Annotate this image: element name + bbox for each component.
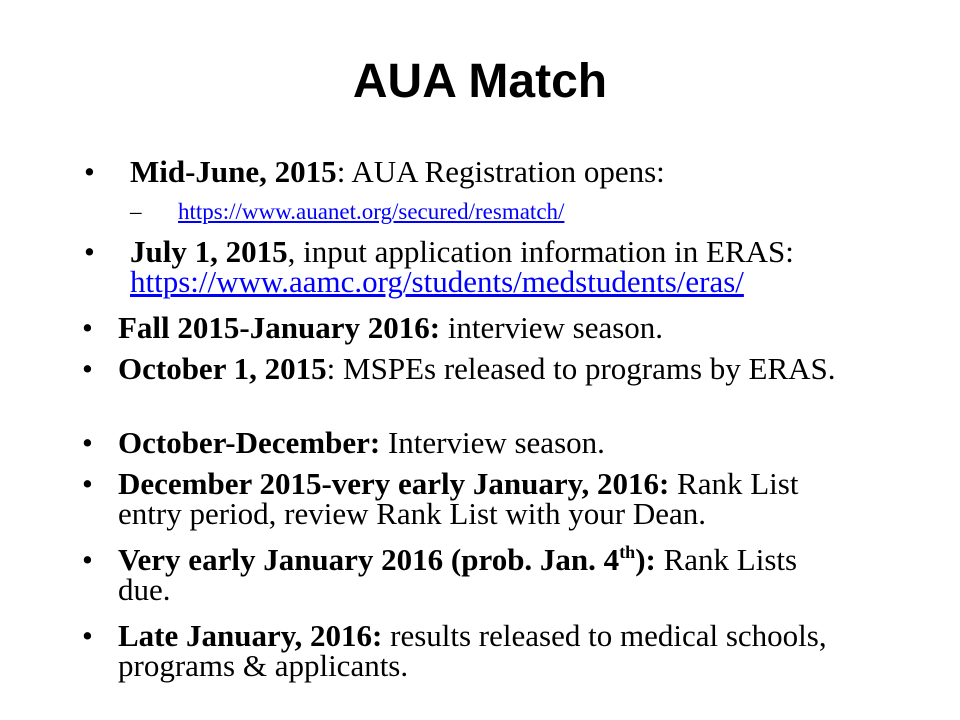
bullet-item-rank-due: [118, 542, 838, 607]
item-date: Fall 2015-January 2016:: [118, 310, 441, 345]
bullet-icon: •: [82, 542, 93, 577]
bullet-icon: •: [82, 310, 93, 345]
item-date: July 1, 2015: [130, 234, 288, 269]
item-text: results released to medical schools, programs & applicants.: [118, 618, 827, 683]
sub-item-link[interactable]: [178, 199, 564, 225]
eras-link[interactable]: https://www.aamc.org/students/medstudents/eras/: [130, 264, 744, 299]
bullet-item-results: [118, 618, 838, 683]
item-date: December 2015-very early January, 2016:: [118, 466, 670, 501]
item-text: Interview season.: [380, 425, 605, 460]
bullet-icon: •: [82, 351, 93, 386]
bullet-icon: •: [84, 234, 95, 269]
sub-bullet-dash: –: [130, 199, 142, 224]
bullet-item-oct-dec: [118, 425, 605, 460]
item-date: Mid-June, 2015: [130, 154, 337, 189]
item-date: October-December:: [118, 425, 381, 460]
slide-title: AUA Match: [352, 55, 608, 108]
bullet-icon: •: [82, 425, 93, 460]
bullet-item-mspe: [118, 351, 838, 386]
item-text: , input application information in ERAS:: [287, 234, 794, 269]
bullet-item-registration: [130, 154, 665, 189]
bullet-icon: •: [84, 154, 95, 189]
item-date: October 1, 2015: [118, 351, 327, 386]
auanet-link[interactable]: https://www.auanet.org/secured/resmatch/: [178, 199, 565, 224]
bullet-icon: •: [82, 466, 93, 501]
item-text: : AUA Registration opens:: [336, 154, 665, 189]
item-date-sup: th: [619, 542, 636, 562]
item-text: Rank Lists due.: [118, 542, 798, 607]
item-date: Late January, 2016:: [118, 618, 383, 653]
bullet-item-eras: [130, 234, 910, 299]
item-date-end: ):: [635, 542, 656, 577]
bullet-icon: •: [82, 618, 93, 653]
item-date: Very early January 2016 (prob. Jan. 4: [118, 542, 620, 577]
item-text: interview season.: [440, 310, 664, 345]
item-text: : MSPEs released to programs by ERAS.: [326, 351, 836, 386]
bullet-item-fall: [118, 310, 664, 345]
bullet-item-rank-entry: [118, 466, 858, 531]
item-text: Rank List entry period, review Rank List with your Dean.: [118, 466, 799, 531]
